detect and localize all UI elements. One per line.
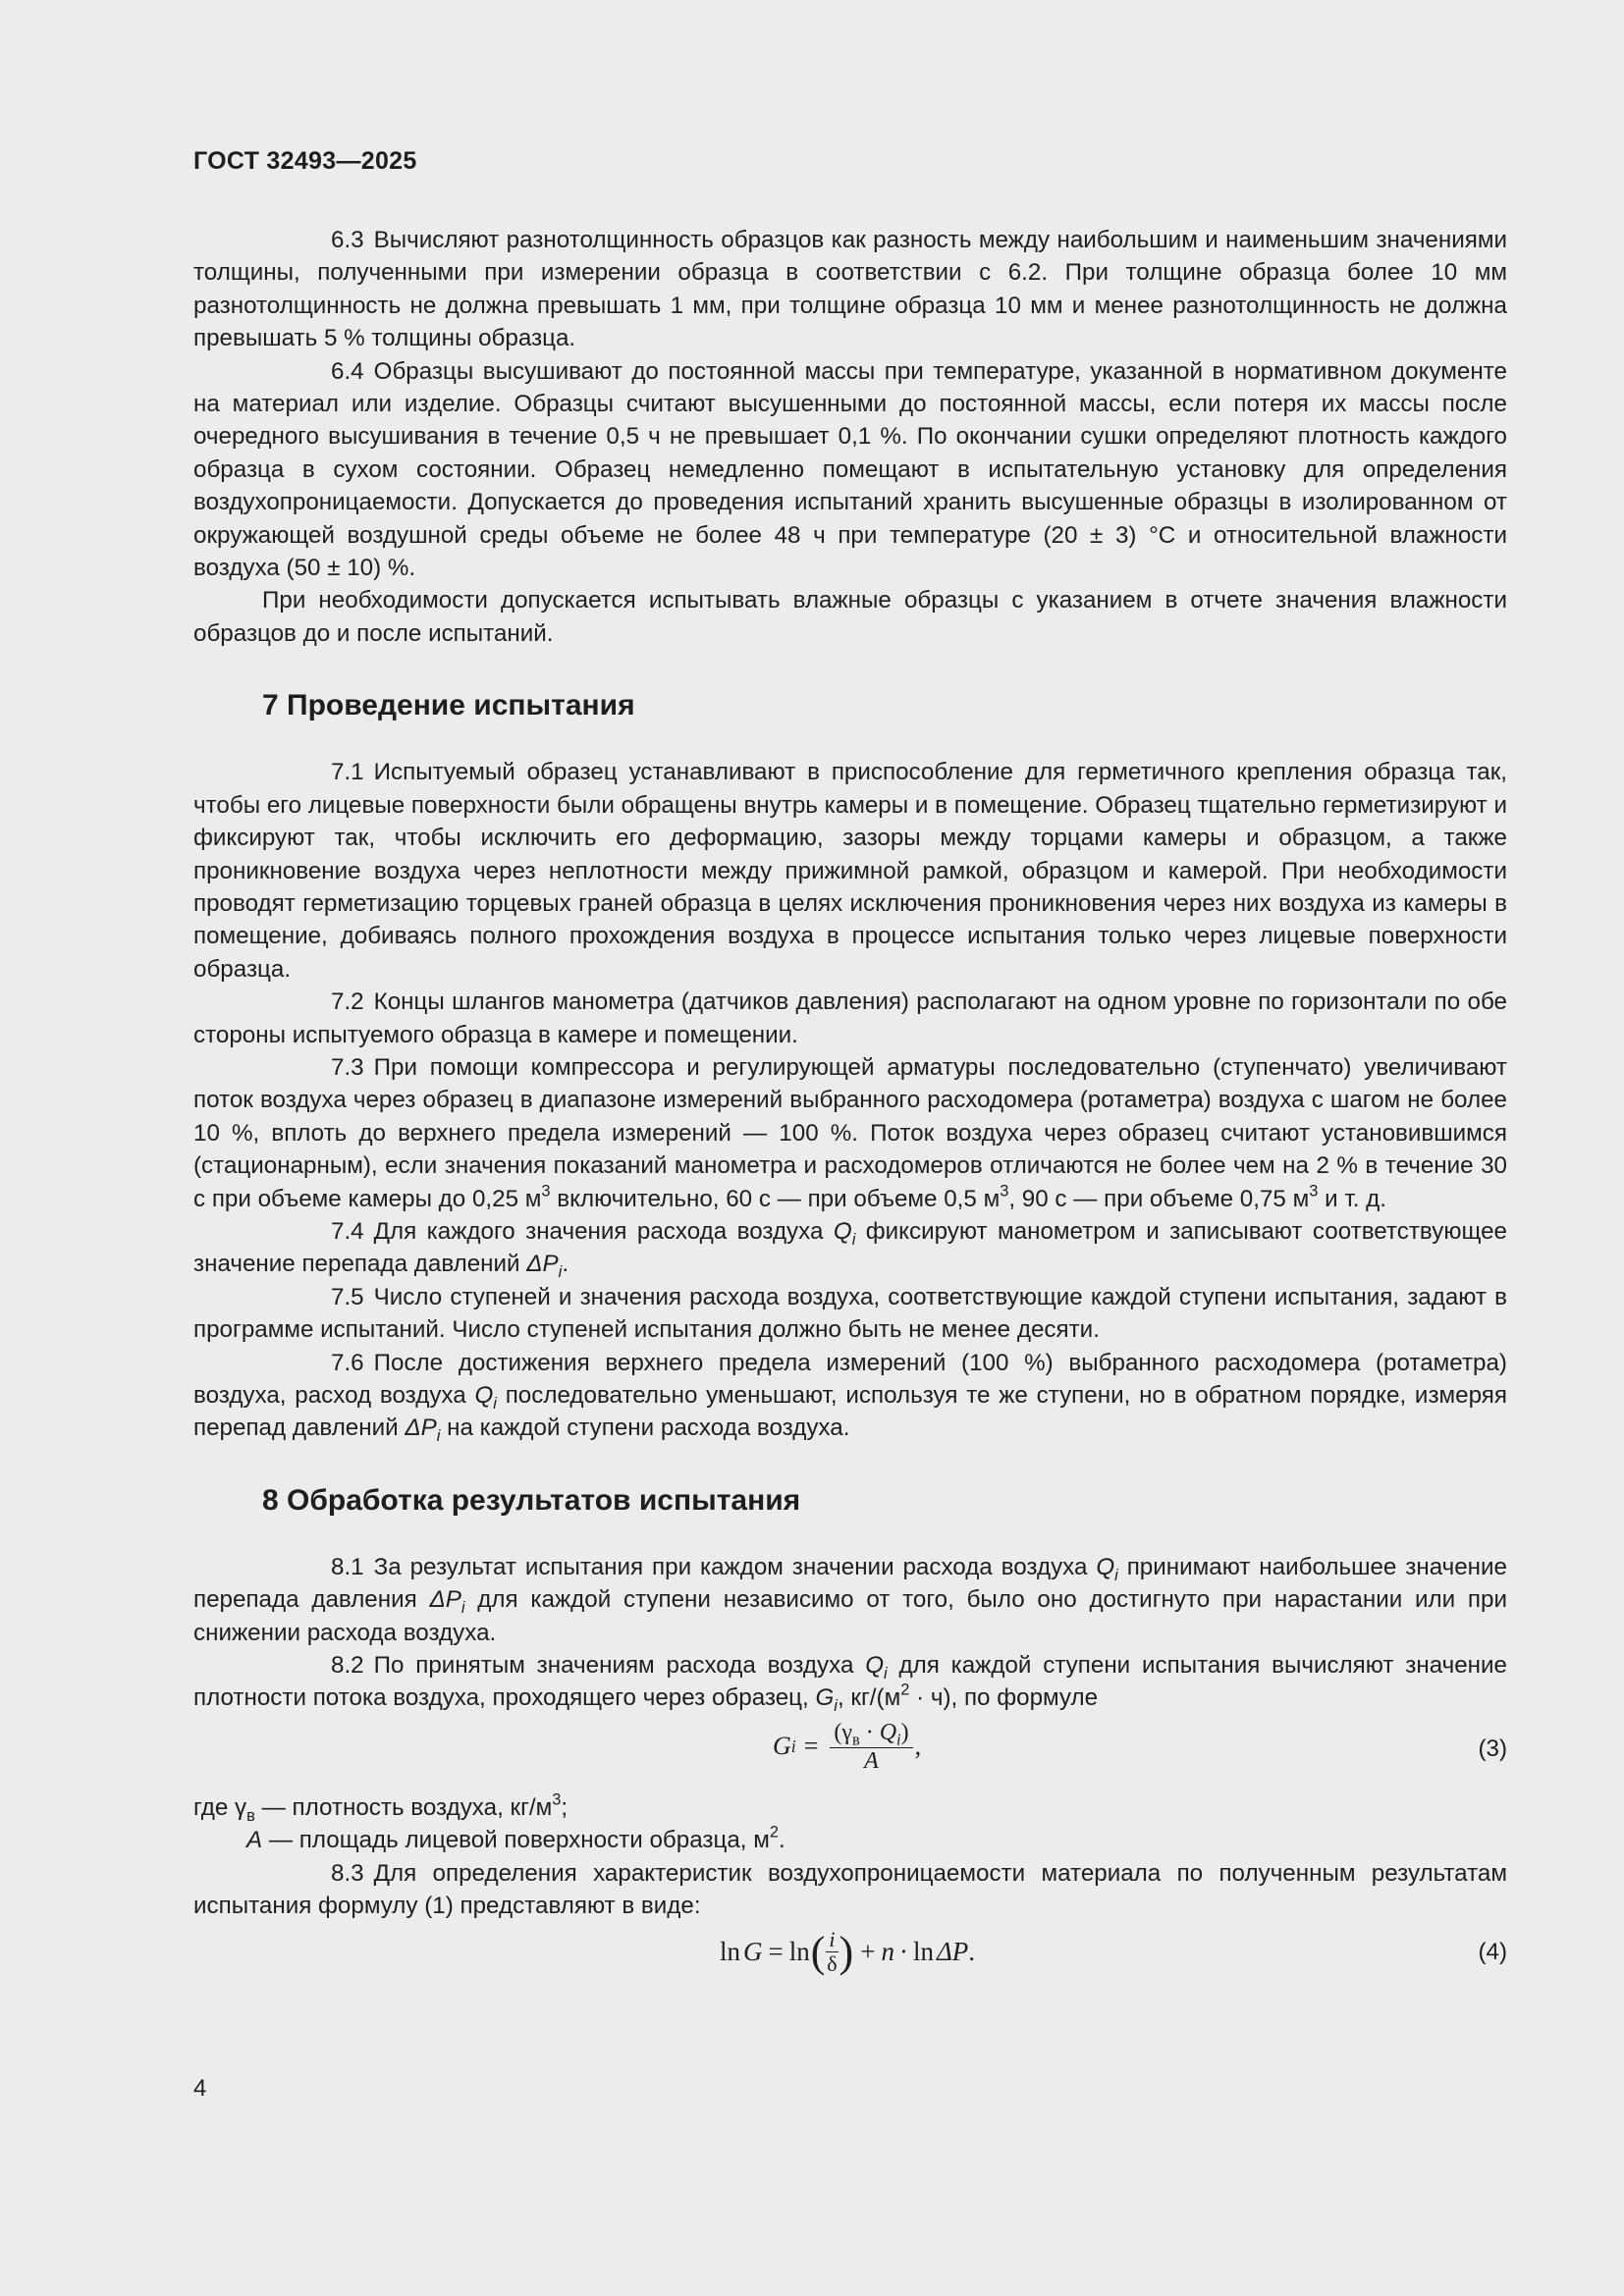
paragraph-text: Концы шлангов манометра (датчиков давления) располагают на одном уровне по горизонтали по обе стороны испытуемого образца в камере и помещении. xyxy=(193,988,1507,1048)
section-8-heading: 8 Обработка результатов испытания xyxy=(262,1483,801,1517)
variable-delta-p: ΔP xyxy=(429,1586,461,1614)
section-7-heading: 7 Проведение испытания xyxy=(262,689,635,722)
document-code-header: ГОСТ 32493—2025 xyxy=(193,147,417,175)
variable-g: G xyxy=(743,1937,763,1967)
clause-number: 7.1 xyxy=(331,759,364,786)
paragraph-text: · ч), по формуле xyxy=(909,1684,1099,1712)
clause-number: 8.2 xyxy=(331,1652,364,1680)
paragraph-text: После достижения верхнего предела измерений (100 %) выбранного расходомера (ротаметра) воздуха, расход воздуха xyxy=(193,1349,1507,1409)
definition-end: ; xyxy=(561,1793,568,1821)
equals-sign: = xyxy=(803,1732,819,1761)
ln-operator: ln xyxy=(912,1937,934,1967)
open-paren: ( xyxy=(810,1927,826,1976)
subscript-i: i xyxy=(851,1230,856,1249)
paragraph-text: Образцы высушивают до постоянной массы при температуре, указанной в нормативном документе на материал или изделие. Образцы считают высушенными до постоянной массы, если потеря их массы после очередного высушивания в течение 0,5 ч не превышает 0,1 %. По окончании сушки определяют плотность каждого образца в сухом состоянии. Образец немедленно помещают в испытательную установку для определения воздухопроницаемости. Допускается до проведения испытаний хранить высушенные образцы в изолированном от окружающей воздушной среды объеме не более 48 ч при температуре (20 ± 3) °С и относительной влажности воздуха (50 ± 10) %. xyxy=(193,357,1507,582)
paragraph-7-3 xyxy=(193,1051,1507,1215)
close-paren: ) xyxy=(839,1927,854,1976)
subscript-i: i xyxy=(1114,1566,1118,1584)
paragraph-text: фиксируют манометром и записывают соответствующее значение перепада давлений xyxy=(193,1217,1507,1278)
gamma-symbol: (γ xyxy=(834,1719,852,1745)
paragraph-text: При необходимости допускается испытывать влажные образцы с указанием в отчете значения влажности образцов до и после испытаний. xyxy=(193,587,1507,647)
paragraph-7-2 xyxy=(193,986,1507,1051)
subscript-i: i xyxy=(834,1697,838,1716)
fraction xyxy=(826,1928,838,1976)
paragraph-text: принимают наибольшее значение перепада давления xyxy=(193,1553,1508,1614)
variable-a: A xyxy=(864,1747,879,1774)
formula-trailing-comma: , xyxy=(914,1732,922,1761)
formula-lhs-subscript: i xyxy=(790,1735,796,1756)
clause-number: 7.3 xyxy=(331,1053,364,1081)
variable-g: G xyxy=(815,1684,835,1712)
formula-4 xyxy=(720,1928,975,1976)
gamma-subscript: в xyxy=(851,1730,860,1749)
definition-text: — плотность воздуха, кг/м xyxy=(254,1793,553,1821)
gamma-symbol: γ xyxy=(235,1793,247,1821)
where-clause-gamma xyxy=(193,1791,1507,1824)
variable-delta-p: ΔP xyxy=(936,1937,969,1967)
ln-operator: ln xyxy=(720,1937,741,1967)
definition-text: — площадь лицевой поверхности образца, м xyxy=(262,1827,770,1854)
multiply-dot: · xyxy=(859,1719,880,1745)
paragraph-text: По принятым значениям расхода воздуха xyxy=(373,1652,866,1680)
paragraph-text: При помощи компрессора и регулирующей арматуры последовательно (ступенчато) увеличивают поток воздуха через образец в диапазоне измерений выбранного расходомера (ротаметра) воздуха с шагом не более 10 %, вплоть до верхнего предела измерений — 100 %. Поток воздуха через образец считают установившимся (стационарным), если значения показаний манометра и расходомеров отличаются не более чем на 2 % в течение 30 с при объеме камеры до 0,25 м xyxy=(193,1053,1507,1212)
subscript-i: i xyxy=(460,1598,465,1617)
paragraph-text: на каждой ступени расхода воздуха. xyxy=(440,1415,850,1442)
paragraph-text: Испытуемый образец устанавливают в приспособление для герметичного крепления образца так, чтобы его лицевые поверхности были обращены внутрь камеры и в помещение. Образец тщательно герметизируют и фиксируют так, чтобы исключить его деформацию, зазоры между торцами камеры и образцом, а также проникновение воздуха через неплотности между прижимной рамкой, образцом и камерой. При необходимости проводят герметизацию торцевых граней образца в целях исключения проникновения через них воздуха из камеры в помещение, добиваясь полного прохождения воздуха в процессе испытания только через лицевые поверхности образца. xyxy=(193,759,1507,983)
subscript-i: i xyxy=(896,1730,901,1749)
clause-number: 6.3 xyxy=(331,227,364,253)
clause-number: 6.4 xyxy=(331,357,364,385)
gamma-subscript: в xyxy=(246,1806,255,1825)
paragraph-8-1 xyxy=(193,1551,1507,1649)
fraction-numerator xyxy=(830,1719,912,1748)
definition-end: . xyxy=(779,1827,785,1854)
superscript: 3 xyxy=(541,1181,551,1200)
fraction xyxy=(830,1719,912,1774)
superscript: 2 xyxy=(769,1823,780,1842)
paragraph-text: Число ступеней и значения расхода воздуха, соответствующие каждой ступени испытания, задают в программе испытаний. Число ступеней испытания должно быть не менее десяти. xyxy=(193,1283,1507,1344)
superscript: 3 xyxy=(1309,1181,1319,1200)
formula-3-row xyxy=(193,1715,1507,1786)
variable-n: n xyxy=(881,1937,894,1967)
fraction-denominator: δ xyxy=(827,1951,838,1977)
multiply-dot: · xyxy=(898,1937,908,1967)
paragraph-6-4-continuation xyxy=(193,584,1507,650)
fraction-denominator xyxy=(864,1748,879,1774)
ln-operator: ln xyxy=(788,1937,810,1967)
paragraph-7-6 xyxy=(193,1347,1507,1445)
subscript-i: i xyxy=(493,1394,497,1413)
subscript-i: i xyxy=(884,1664,888,1682)
superscript: 2 xyxy=(900,1681,910,1699)
clause-number: 7.6 xyxy=(331,1349,364,1376)
variable-q: Q xyxy=(833,1217,852,1245)
formula-end-period: . xyxy=(968,1937,976,1967)
paragraph-text: последовательно уменьшают, используя те же ступени, но в обратном порядке, измеряя перепад давлений xyxy=(193,1382,1507,1442)
paragraph-text: для каждой ступени независимо от того, было оно достигнуто при нарастании или при снижении расхода воздуха. xyxy=(193,1586,1507,1646)
paragraph-text: Вычисляют разнотолщинность образцов как разность между наибольшим и наименьшим значениями толщины, полученными при измерении образца в соответствии с 6.2. При толщине образца более 10 мм разнотолщинность не должна превышать 1 мм, при толщине образца 10 мм и менее разнотолщинность не должна превышать 5 % толщины образца. xyxy=(193,227,1507,352)
fraction-numerator: i xyxy=(826,1928,838,1952)
superscript: 3 xyxy=(1000,1181,1009,1200)
paragraph-text: . xyxy=(562,1251,569,1278)
clause-number: 7.2 xyxy=(331,988,364,1016)
variable-q: Q xyxy=(879,1719,897,1745)
equation-number-3: (3) xyxy=(1478,1735,1507,1762)
variable-delta-p: ΔP xyxy=(526,1251,559,1278)
equals-sign: = xyxy=(768,1937,784,1967)
clause-number: 7.5 xyxy=(331,1283,364,1310)
close-paren: ) xyxy=(900,1719,909,1745)
formula-4-row xyxy=(193,1922,1507,1987)
paragraph-text: За результат испытания при каждом значении расхода воздуха xyxy=(373,1553,1097,1580)
paragraph-text: Для определения характеристик воздухопроницаемости материала по полученным результатам испытания формулу (1) представляют в виде: xyxy=(193,1859,1507,1920)
paragraph-7-1 xyxy=(193,756,1507,986)
paragraph-text: включительно, 60 с — при объеме 0,5 м xyxy=(550,1185,1001,1212)
subscript-i: i xyxy=(558,1263,563,1282)
paragraph-7-4 xyxy=(193,1215,1507,1281)
formula-3 xyxy=(773,1719,921,1774)
clause-number: 8.3 xyxy=(331,1859,364,1887)
subscript-i: i xyxy=(436,1427,441,1446)
document-body xyxy=(193,224,1507,1987)
equation-number-4: (4) xyxy=(1478,1939,1507,1966)
paragraph-text: , 90 с — при объеме 0,75 м xyxy=(1008,1185,1310,1212)
formula-lhs: G xyxy=(773,1732,791,1761)
paragraph-8-2 xyxy=(193,1649,1507,1715)
where-prefix: где xyxy=(193,1793,236,1821)
paragraph-6-4 xyxy=(193,355,1507,585)
page-number: 4 xyxy=(193,2075,207,2102)
variable-a: A xyxy=(246,1827,263,1854)
paragraph-8-3 xyxy=(193,1857,1507,1923)
superscript: 3 xyxy=(552,1790,562,1809)
paragraph-7-5 xyxy=(193,1281,1507,1347)
variable-q: Q xyxy=(865,1652,885,1680)
paragraph-text: для каждой ступени испытания вычисляют значение плотности потока воздуха, проходящего через образец, xyxy=(193,1652,1507,1712)
variable-delta-p: ΔP xyxy=(405,1415,437,1442)
paragraph-text: , кг/(м xyxy=(837,1684,901,1712)
clause-number: 7.4 xyxy=(331,1217,364,1245)
variable-q: Q xyxy=(1096,1553,1115,1580)
paragraph-text: Для каждого значения расхода воздуха xyxy=(373,1217,834,1245)
where-clause-area xyxy=(193,1824,1507,1856)
paragraph-text: и т. д. xyxy=(1318,1185,1387,1212)
plus-sign: + xyxy=(860,1937,876,1967)
paragraph-6-3 xyxy=(193,224,1507,355)
clause-number: 8.1 xyxy=(331,1553,364,1580)
variable-q: Q xyxy=(474,1382,494,1409)
